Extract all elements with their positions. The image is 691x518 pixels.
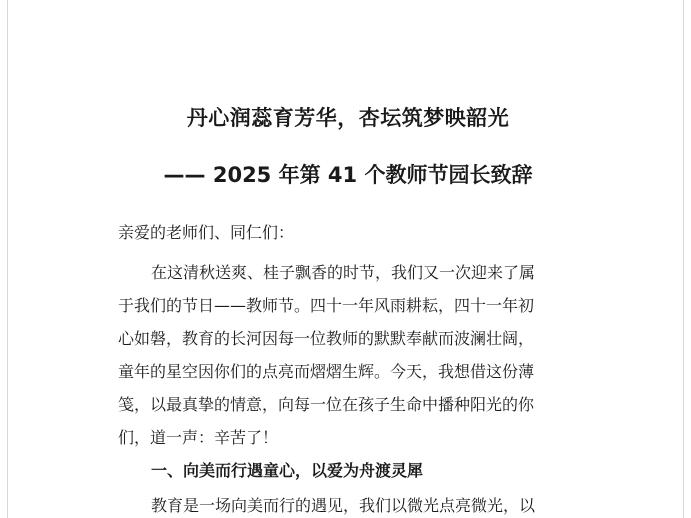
document-subtitle: —— 2025 年第 41 个教师节园长致辞 xyxy=(163,163,533,187)
document-title: 丹心润蕊育芳华，杏坛筑梦映韶光 xyxy=(186,106,510,130)
paragraph-line: 们，道一声：辛苦了！ xyxy=(118,428,279,447)
paragraph-1 xyxy=(118,256,578,454)
paragraph-line: 在这清秋送爽、桂子飘香的时节，我们又一次迎来了属 xyxy=(151,263,536,282)
paragraph-line: 心如磐，教育的长河因每一位教师的默默奉献而波澜壮阔， xyxy=(118,329,535,348)
page-right-border xyxy=(683,0,684,518)
salutation: 亲爱的老师们、同仁们： xyxy=(118,223,295,242)
paragraph-line: 于我们的节日——教师节。四十一年风雨耕耘，四十一年初 xyxy=(118,296,535,315)
page-left-border xyxy=(7,0,8,518)
paragraph-line: 笺，以最真挚的情意，向每一位在孩子生命中播种阳光的你 xyxy=(118,395,535,414)
paragraph-2-line: 教育是一场向美而行的遇见，我们以微光点亮微光，以 xyxy=(151,496,536,515)
paragraph-line: 童年的星空因你们的点亮而熠熠生辉。今天，我想借这份薄 xyxy=(118,362,535,381)
section-heading: 一、向美而行遇童心，以爱为舟渡灵犀 xyxy=(151,461,424,480)
